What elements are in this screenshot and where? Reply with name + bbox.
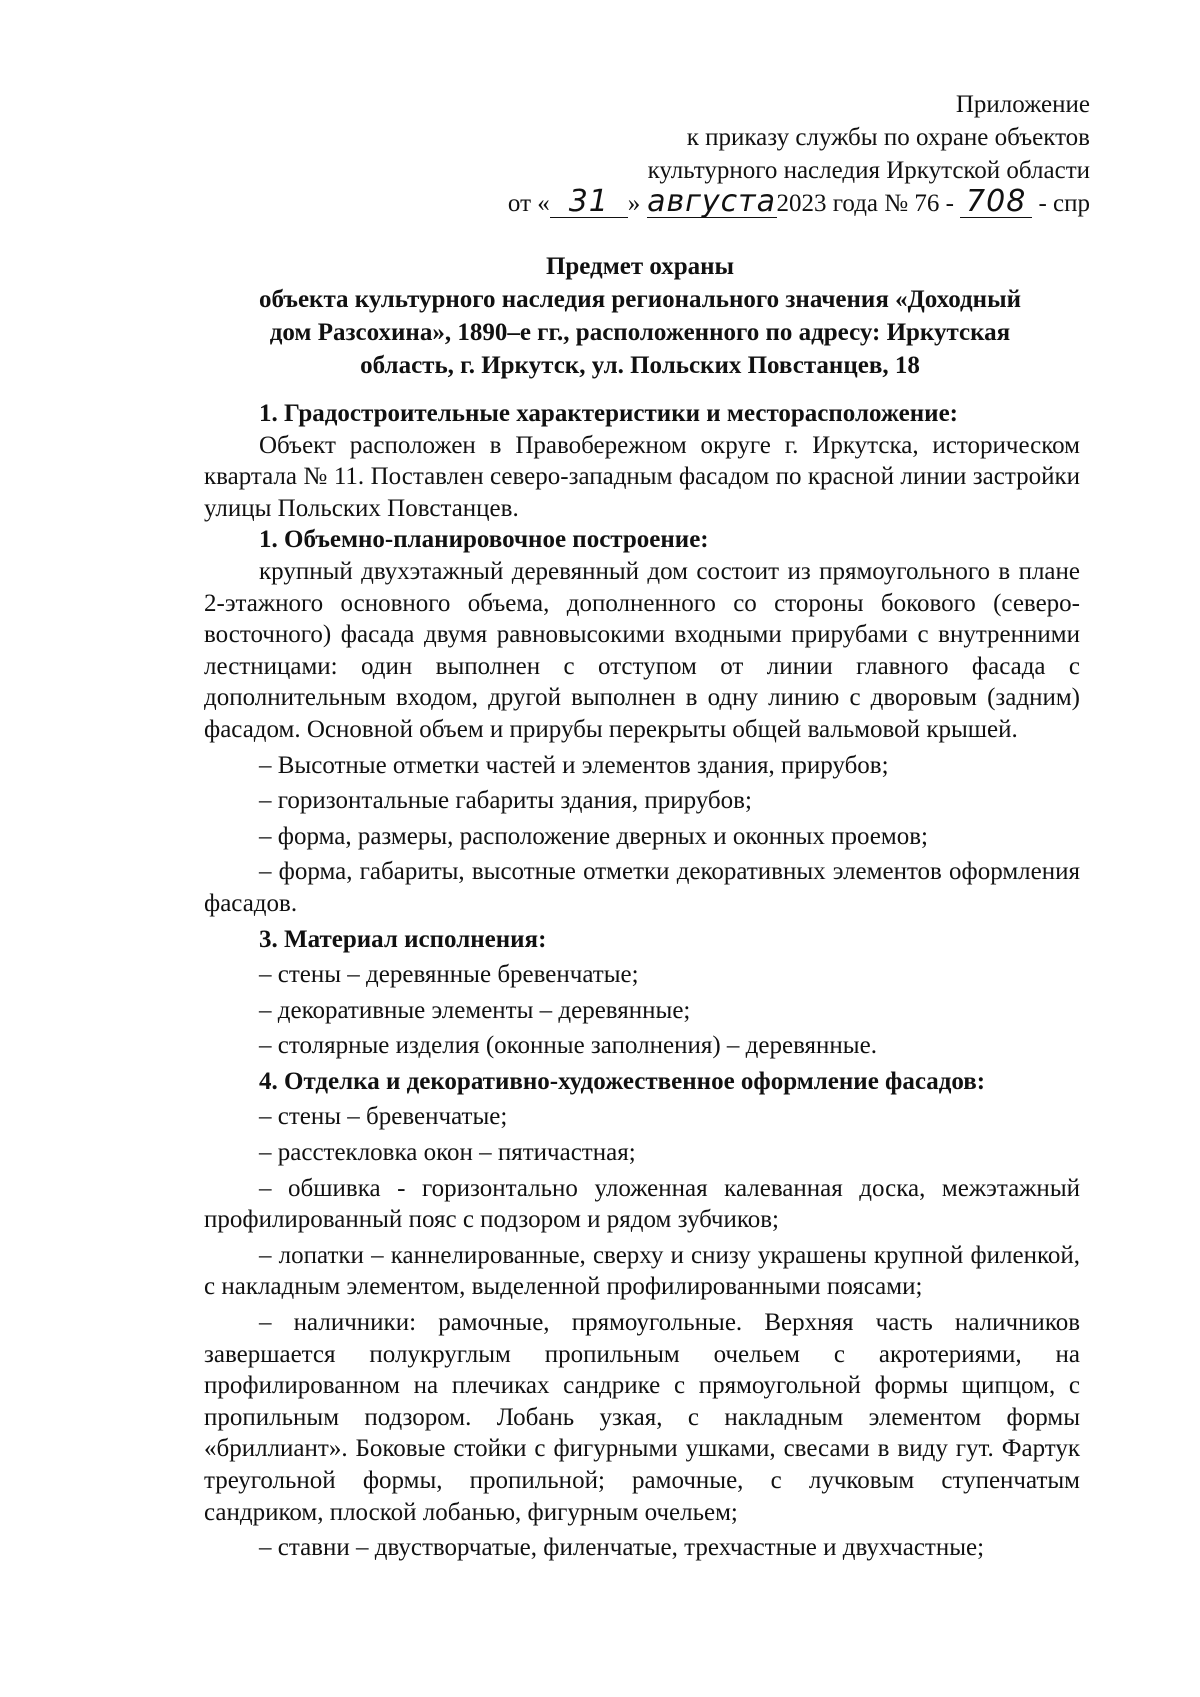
section-2-heading: 1. Объемно-планировочное построение: (259, 526, 709, 554)
handwritten-order-number: 708 (966, 184, 1027, 219)
document-title (200, 250, 1080, 382)
order-suffix: - спр (1038, 190, 1090, 217)
appendix-title: Приложение (955, 91, 1090, 118)
section-4-item: – ставни – двустворчатые, филенчатые, трехчастные и двухчастные; (259, 1534, 985, 1562)
section-4-item: – обшивка - горизонтально уложенная калеванная доска, межэтажный профилированный пояс с подзором и рядом зубчиков; (204, 1174, 1080, 1234)
section-2-item: – горизонтальные габариты здания, прирубов; (259, 787, 752, 815)
date-quote-close: » (627, 190, 641, 217)
appendix-order-ref: к приказу службы по охране объектов (686, 124, 1090, 151)
handwritten-month: августа (647, 184, 776, 219)
date-year-text: 2023 года № 76 - (776, 190, 954, 217)
date-day-field (550, 184, 628, 219)
section-3-item: – декоративные элементы – деревянные; (259, 996, 691, 1024)
section-1-heading: 1. Градостроительные характеристики и месторасположение: (259, 400, 958, 427)
section-3-item: – столярные изделия (оконные заполнения) – деревянные. (259, 1032, 877, 1060)
section-4-item: – расстекловка окон – пятичастная; (259, 1139, 636, 1167)
section-4-item: – лопатки – каннелированные, сверху и снизу украшены крупной филенкой, с накладным элементом, выделенной профилированными поясами; (204, 1241, 1080, 1301)
title-line-1: Предмет охраны (545, 253, 735, 280)
order-number-field (960, 184, 1032, 219)
section-3-item: – стены – деревянные бревенчатые; (259, 961, 639, 989)
date-prefix: от « (507, 190, 550, 217)
section-2-item: – форма, габариты, высотные отметки декоративных элементов оформления фасадов. (204, 858, 1080, 917)
section-3-heading: 3. Материал исполнения: (259, 925, 547, 953)
appendix-authority: культурного наследия Иркутской области (647, 157, 1090, 184)
handwritten-day: 31 (568, 184, 609, 219)
section-2-item: – форма, размеры, расположение дверных и оконных проемов; (259, 822, 928, 850)
appendix-header (508, 88, 1090, 220)
appendix-date-line (507, 184, 1090, 220)
section-4-item: – наличники: рамочные, прямоугольные. Верхняя часть наличников завершается полукруглым пропильным очельем с акротериями, на профилированном на плечиках сандрике с прямоугольной формы щипцом, с пропильным подзором. Лобань узкая, с накладным элементом формы «бриллиант». Боковые стойки с фигурными ушками, свесами в виду гут. Фартук треугольной формы, пропильной; рамочные, с лучковым ступенчатым сандриком, плоской лобанью, фигурным очельем; (204, 1309, 1080, 1526)
section-4-heading: 4. Отделка и декоративно-художественное оформление фасадов: (259, 1067, 986, 1095)
section-2-text: крупный двухэтажный деревянный дом состоит из прямоугольного в плане 2-этажного основного объема, дополненного со стороны бокового (северо-восточного) фасада двумя равновысокими входными прирубами с внутренними лестницами: один выполнен с отступом от линии главного фасада с дополнительным входом, другой выполнен в одну линию с дворовым (задним) фасадом. Основной объем и прирубы перекрыты общей вальмовой крышей. (204, 557, 1080, 743)
document-body (204, 398, 1080, 1564)
section-4-item: – стены – бревенчатые; (259, 1103, 508, 1131)
title-line-2: объекта культурного наследия регионального значения «Доходный (259, 286, 1021, 313)
section-1-text: Объект расположен в Правобережном округе г. Иркутска, историческом квартала № 11. Поставлен северо-западным фасадом по красной линии застройки улицы Польских Повстанцев. (204, 431, 1080, 522)
title-line-3: дом Разсохина», 1890–е гг., расположенного по адресу: Иркутская (269, 319, 1011, 346)
title-line-4: область, г. Иркутск, ул. Польских Повстанцев, 18 (360, 352, 920, 379)
date-month-field (647, 184, 777, 219)
section-2-item: – Высотные отметки частей и элементов здания, прирубов; (259, 751, 889, 779)
